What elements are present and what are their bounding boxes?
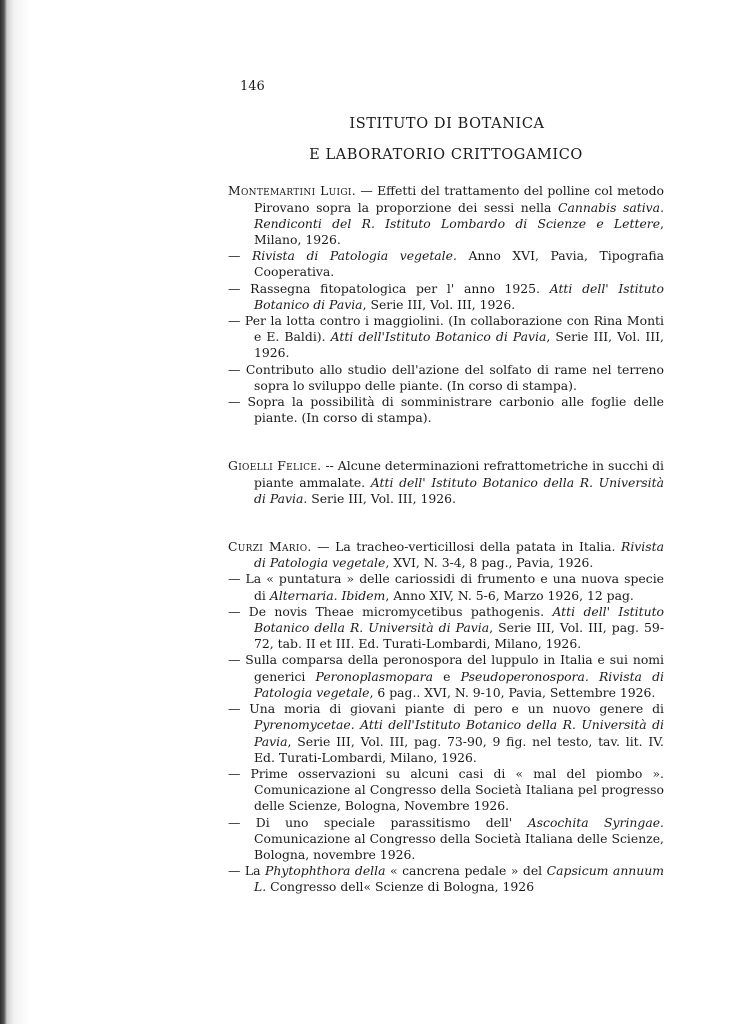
author-name: Montemartini Luigi. <box>228 183 356 199</box>
author-section <box>228 458 664 507</box>
italic-title: Atti dell'Istituto Botanico di Pavia <box>330 329 547 345</box>
entry-text: — Prime osservazioni su alcuni casi di « mal del piombo ». Comunicazione al Congresso della Società Italiana pel progresso delle Scienze, Bologna, Novembre 1926. <box>228 765 664 814</box>
entry-text: Serie III, Vol. III, 1926. <box>307 490 456 506</box>
author-name: Gioelli Felice. <box>228 458 322 474</box>
bibliography-entry <box>228 652 664 701</box>
entry-text: — Di uno speciale parassitismo dell' <box>228 814 528 830</box>
bibliography-entry <box>228 248 664 280</box>
italic-title: Atti dell' Istituto Botanico della R. Università di Pavia <box>254 603 665 636</box>
italic-title: Phytophthora della <box>265 863 386 879</box>
italic-title: Alternaria. Ibidem <box>269 587 386 603</box>
bibliography-entry <box>228 571 664 603</box>
bibliography-entry <box>228 313 664 362</box>
bibliography-entry <box>228 183 664 248</box>
italic-title: Atti dell' Istituto Botanico di Pavia <box>254 280 664 312</box>
italic-title: Ascochita Syringae. <box>527 814 664 830</box>
author-name: Curzi Mario. <box>228 539 312 555</box>
entry-text: — La « puntatura » delle cariossidi di frumento e una nuova specie di <box>228 571 664 603</box>
entry-text: — Rassegna fitopatologica per l' anno 1925. <box>228 280 550 296</box>
entry-text: , Serie III, Vol. III, 1926. <box>362 296 516 312</box>
bibliography <box>228 183 664 895</box>
entry-text: , Serie III, Vol. III, 1926. <box>254 329 664 361</box>
entry-text: — Contributo allo studio dell'azione del solfato di rame nel terreno sopra lo sviluppo delle piante. (In corso di stampa). <box>228 361 664 393</box>
entry-text: — Sulla comparsa della peronospora del luppulo in Italia e sui nomi generici <box>228 652 664 684</box>
entry-text: — La tracheo-verticillosi della patata in Italia. <box>311 539 621 555</box>
italic-title: Pyrenomycetae. Atti dell'Istituto Botanico della R. Università di Pavia <box>254 717 664 749</box>
italic-title: Capsicum annuum L. <box>254 863 664 895</box>
entry-text: , Serie III, Vol. III, pag. 73-90, 9 fig. nel testo, tav. lit. IV. Ed. Turati-Lombardi, Milano, 1926. <box>254 733 664 765</box>
entry-text: , Milano, 1926. <box>254 215 664 248</box>
entry-text: , Anno XIV, N. 5-6, Marzo 1926, 12 pag. <box>385 587 634 603</box>
institute-title: ISTITUTO DI BOTANICA <box>349 116 545 132</box>
entry-text: « cancrena pedale » del <box>385 863 547 879</box>
bibliography-entry <box>228 539 664 571</box>
page-number: 146 <box>240 79 265 94</box>
entry-text: Congresso dell« Scienze di Bologna, 1926 <box>266 879 535 895</box>
bibliography-entry <box>228 362 664 394</box>
page-body <box>228 78 664 896</box>
italic-title: Atti dell' Istituto Botanico della R. Università di Pavia. <box>254 474 664 506</box>
italic-title: Pseudoperonospora. Rivista di Patologia vegetale <box>254 668 665 700</box>
entry-text: — La <box>228 863 266 879</box>
bibliography-entry <box>228 701 664 766</box>
entry-text: — Una moria di giovani piante di pero e un nuovo genere di <box>228 701 664 717</box>
italic-title: Peronoplasmopara <box>315 668 433 684</box>
laboratory-title: E LABORATORIO CRITTOGAMICO <box>309 147 583 164</box>
bibliography-entry <box>228 815 664 864</box>
entry-text: , Serie III, Vol. III, pag. 59-72, tab. II et III. Ed. Turati-Lombardi, Milano, 1926. <box>254 620 664 652</box>
entry-text: , XVI, N. 3-4, 8 pag., Pavia, 1926. <box>385 555 594 571</box>
bibliography-entry <box>228 394 664 426</box>
bibliography-entry <box>228 458 664 507</box>
entry-text: e <box>432 668 461 684</box>
entry-text: — Per la lotta contro i maggiolini. (In collaborazione con Rina Monti e E. Baldi). <box>228 313 664 345</box>
bibliography-entry <box>228 281 664 313</box>
entry-text: — Sopra la possibilità di somministrare carbonio alle foglie delle piante. (In corso di stampa). <box>228 394 664 426</box>
entry-text: -- Alcune determinazioni refrattometriche in succhi di piante ammalate. <box>254 458 665 490</box>
author-section <box>228 539 664 895</box>
author-section <box>228 183 664 426</box>
entry-text: Anno XVI, Pavia, Tipografia Cooperativa. <box>254 248 664 280</box>
entry-text: — Effetti del trattamento del polline col metodo Pirovano sopra la proporzione dei sessi nella <box>254 183 664 215</box>
entry-text: , 6 pag.. XVI, N. 9-10, Pavia, Settembre 1926. <box>369 684 656 700</box>
italic-title: Cannabis sativa. Rendiconti del R. Istituto Lombardo di Scienze e Lettere <box>254 199 665 231</box>
bibliography-entry <box>228 863 664 895</box>
book-binding-shadow <box>0 0 30 1024</box>
italic-title: Rivista di Patologia vegetale. <box>251 248 457 264</box>
entry-text: — De novis Theae micromycetibus pathogenis. <box>228 603 553 619</box>
italic-title: Rivista di Patologia vegetale <box>254 539 664 571</box>
bibliography-entry <box>228 766 664 815</box>
bibliography-entry <box>228 604 664 653</box>
entry-text: — <box>228 248 252 264</box>
entry-text: Comunicazione al Congresso della Società Italiana delle Scienze, Bologna, novembre 1926. <box>254 830 664 862</box>
